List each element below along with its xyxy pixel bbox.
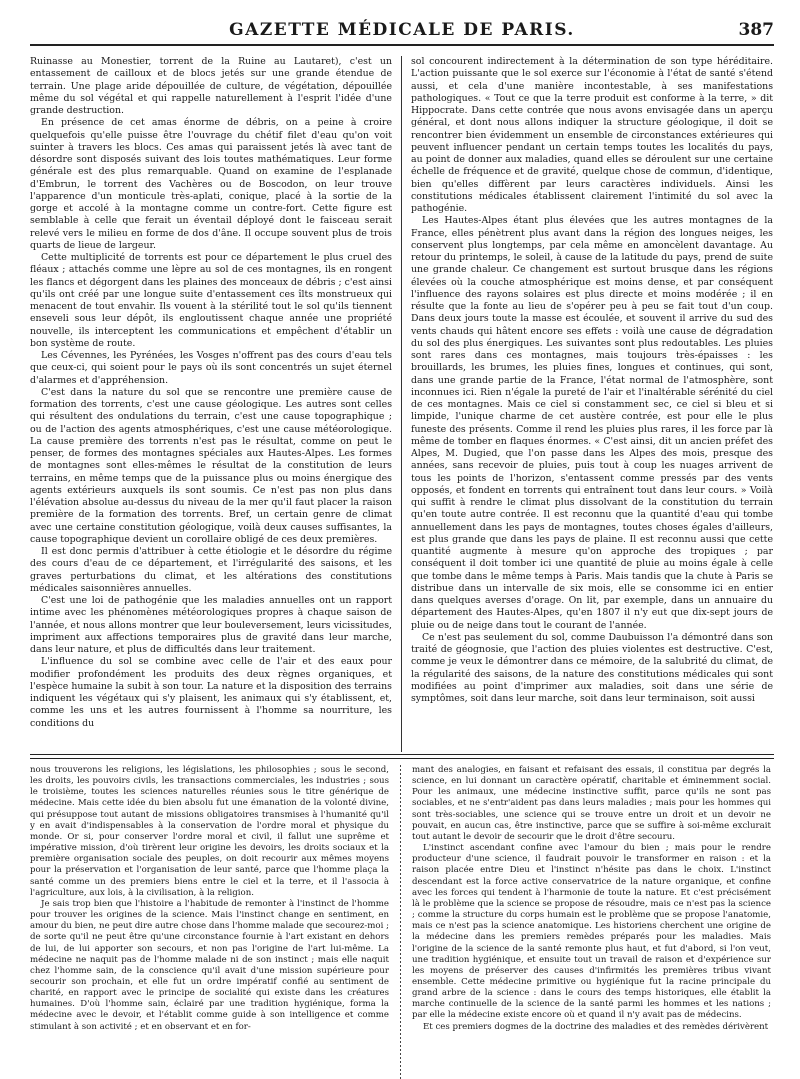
paragraph: Ce n'est pas seulement du sol, comme Daubuisson l'a démontré dans son traité de géognosie, que l'action des pluies violentes est destructive. C'est, comme je veux le démontrer dans ce mémoire, de la salubrité du climat, de la régularité des saisons, de la nature des constitutions médicales qui sont modifiées au point d'imprimer aux maladies, soit dans une série de symptômes, soit dans leur marche, soit dans leur terminaison, soit aussi: [411, 631, 773, 704]
section-separator: [30, 754, 774, 759]
paragraph: Les Hautes-Alpes étant plus élevées que les autres montagnes de la France, elles pénètrent plus avant dans la région des longues neiges, les conservent plus longtemps, par cela même en amoncèlent davantage. Au retour du printemps, le soleil, à cause de la latitude du pays, prend de suite une grande chaleur. Ce changement est surtout brusque dans les régions élevées où la couche atmosphérique est moins dense, et par conséquent l'influence des rayons solaires est plus directe et moins modérée ; il en résulte que la fonte au lieu de s'opérer peu à peu se fait tout d'un coup. Dans deux jours toute la masse est écoulée, et souvent il arrive du sud des vents chauds qui hâtent encore ses effets : voilà une cause de dégradation du sol des plus énergiques. Les suivantes sont plus redoutables. Les pluies sont rares dans ces montagnes, mais toujours très-épaisses : les brouillards, les brumes, les pluies fines, longues et continues, qui sont, dans une grande partie de la France, l'état normal de l'atmosphère, sont inconnues ici. Rien n'égale la pureté de l'air et l'inaltérable sérénité du ciel de ces montagnes. Mais ce ciel si constamment sec, ce ciel si bleu et si limpide, l'unique charme de cet austère contrée, est pour elle le plus funeste des présents. Comme il rend les pluies plus rares, il les force par là même de tomber en flaques énormes. « C'est ainsi, dit un ancien préfet des Alpes, M. Dugied, que l'on passe dans les Alpes des mois, presque des années, sans recevoir de pluies, puis tout à coup les nuages arrivent de tous les points de l'horizon, s'entassent comme pressés par des vents opposés, et fondent en torrents qui entraînent tout dans leur cours. » Voilà qui suffit à rendre le climat plus dissolvant de la constitution du terrain qu'en toute autre contrée. Il est reconnu que la quantité d'eau qui tombe annuellement dans les pays de montagnes, toutes choses égales d'ailleurs, est plus grande que dans les pays de plaine. Il est reconnu aussi que cette quantité augmente à mesure qu'on approche des tropiques ; par conséquent il doit tomber ici une quantité de pluie au moins égale à celle que tombe dans le même temps à Paris. Mais tandis que la chute à Paris se distribue dans un intervalle de six mois, elle se consomme ici en entier dans quelques averses d'orage. On lit, par exemple, dans un annuaire du département des Hautes-Alpes, qu'en 1807 il n'y eut que dix-sept jours de pluie ou de neige dans tout le courant de l'année.: [411, 215, 773, 631]
page-header: [30, 14, 774, 46]
paragraph: Je sais trop bien que l'histoire a l'habitude de remonter à l'instinct de l'homme pour trouver les origines de la science. Mais l'instinct change en sentiment, en amour du bien, ne peut dire autre chose dans l'homme malade que secourez-moi ; de sorte qu'il ne peut être qu'une circonstance fournie à l'art existant en dehors de lui, de lui apporter son secours, et non pas l'origine de l'art lui-même. La médecine ne naquit pas de l'homme malade ni de son instinct ; mais elle naquit chez l'homme sain, de la conscience qu'il avait d'une mission supérieure pour secourir son prochain, et elle fut un ordre impératif confié au sentiment de charité, en rapport avec le principe de socialité qui existe dans les créatures humaines. D'où l'homme sain, éclairé par une tradition hygiénique, forma la médecine avec le devoir, et l'établit comme guide à son intelligence et comme stimulant à son activité ; et en observant et en for-: [30, 898, 389, 1032]
feuilleton-section: [30, 765, 774, 1079]
running-title: GAZETTE MÉDICALE DE PARIS.: [229, 20, 575, 40]
paragraph: Les Cévennes, les Pyrénées, les Vosges n'offrent pas des cours d'eau tels que ceux-ci, qui soient pour le pays où ils sont concentrés un sujet éternel d'alarmes et d'appréhension.: [30, 350, 392, 386]
paragraph: L'influence du sol se combine avec celle de l'air et des eaux pour modifier profondément les produits des deux règnes organiques, et l'espèce humaine la subit à son tour. La nature et la disposition des terrains indiquent les végétaux qui s'y plaisent, les animaux qui s'y établissent, et, comme les uns et les autres fournissent à l'homme sa nourriture, les conditions du: [30, 656, 392, 729]
upper-right-column: [411, 56, 773, 752]
paragraph: C'est une loi de pathogénie que les maladies annuelles ont un rapport intime avec les phénomènes météorologiques propres à chaque saison de l'année, et nous allons montrer que leur bouleversement, leurs vicissitudes, impriment aux affections temporaires plus de gravité dans leur marche, dans leur nature, et plus de difficultés dans leur traitement.: [30, 595, 392, 655]
paragraph: Il est donc permis d'attribuer à cette étiologie et le désordre du régime des cours d'eau de ce département, et l'irrégularité des saisons, et les graves perturbations du climat, et les altérations des constitutions médicales saisonnières annuelles.: [30, 546, 392, 594]
paragraph: L'instinct ascendant confine avec l'amour du bien ; mais pour le rendre producteur d'une science, il faudrait pouvoir le transformer en raison : et la raison placée entre Dieu et l'instinct n'hésite pas dans le choix. L'instinct descendant est la force active conservatrice de la nature organique, et confine avec les forces qui tendent à l'harmonie de toute la nature. Et c'est précisément là le problème que la science se propose de résoudre, mais ce n'est pas la science ; comme la structure du corps humain est le problème que se propose l'anatomie, mais ce n'est pas la science anatomique. Les historiens cherchent une origine de la médecine dans les premiers remèdes préparés pour les maladies. Mais l'origine de la science de la santé remonte plus haut, et fut d'abord, si l'on veut, une tradition hygiénique, et ensuite tout un travail de raison et d'expérience sur les moyens de préserver des causes d'infirmités les premières tribus vivant ensemble. Cette médecine primitive ou hygiénique fut la racine principale du grand arbre de la science : dans le cours des temps historiques, elle établit la marche continuelle de la science de la santé parmi les hommes et les nations ; par elle la médecine existe encore où et quand il n'y avait pas de médecins.: [412, 843, 771, 1021]
paragraph: Ruinasse au Monestier, torrent de la Ruine au Lautaret), c'est un entassement de cailloux et de blocs jetés sur une grande étendue de terrain. Une plage aride dépouillée de culture, de végétation, dépouillée même du sol végétal et qui rappelle naturellement à l'esprit l'idée d'une grande destruction.: [30, 56, 392, 116]
paragraph: sol concourent indirectement à la détermination de son type héréditaire. L'action puissante que le sol exerce sur l'économie à l'état de santé s'étend aussi, et cela d'une manière incontestable, à ses manifestations pathologiques. « Tout ce que la terre produit est conforme à la terre, » dit Hippocrate. Dans cette contrée que nous avons envisagée dans un aperçu général, et dont nous allons indiquer la structure géologique, il doit se rencontrer bien évidemment un ensemble de circonstances extérieures qui peuvent influencer pendant un certain temps toutes les localités du pays, au point de donner aux maladies, quand elles se déroulent sur une certaine échelle de fréquence et de gravité, quelque chose de commun, d'identique, bien qu'elles diffèrent par leurs caractères individuels. Ainsi les constitutions médicales établissent clairement l'intimité du sol avec la pathogénie.: [411, 56, 773, 214]
column-rule: [400, 765, 401, 1079]
paragraph: mant des analogies, en faisant et refaisant des essais, il constitua par degrés la science, en lui donnant un caractère opératif, charitable et éminemment social. Pour les animaux, une médecine instinctive suffit, parce qu'ils ne sont pas sociables, et ne s'entr'aident pas dans leurs maladies ; mais pour les hommes qui sont très-sociables, une science qui se trouve entre un droit et un devoir ne pouvait, en aucun cas, être instinctive, parce que se suffire à soi-même exclurait tout autant le devoir de secourir que le droit d'être secouru.: [412, 765, 771, 842]
paragraph: nous trouverons les religions, les législations, les philosophies ; sous le second, les droits, les pouvoirs civils, les transactions commerciales, les industries ; sous le troisième, toutes les sciences naturelles réunies sous le titre générique de médecine. Mais cette idée du bien absolu fut une émanation de la volonté divine, qui présuppose tout autant de missions obligatoires transmises à l'humanité qu'il y en avait d'indispensables à la conservation de l'ordre moral et physique du monde. Or si, pour conserver l'ordre moral et civil, il fallut une suprême et impérative mission, d'où tirèrent leur origine les devoirs, les droits sociaux et la première organisation sociale des peuples, on doit recourir aux mêmes moyens pour la préservation et l'organisation de leur santé, parce que l'homme plaça la santé comme un des premiers biens entre le ciel et la terre, et il l'associa à l'agriculture, aux lois, à la civilisation, à la religion.: [30, 765, 389, 898]
paragraph: Et ces premiers dogmes de la doctrine des maladies et des remèdes dérivèrent: [423, 1021, 769, 1032]
lower-right-column: [412, 765, 771, 1079]
column-rule: [401, 56, 402, 752]
main-article: [30, 56, 774, 752]
upper-left-column: [30, 56, 392, 752]
paragraph: Cette multiplicité de torrents est pour ce département le plus cruel des fléaux ; attachés comme une lèpre au sol de ces montagnes, ils en rongent les flancs et dégorgent dans les plaines des monceaux de débris ; c'est ainsi qu'ils ont créé par une longue suite d'entassement ces îlts monstrueux qui menacent de tout envahir. Ils vouent à la stérilité tout le sol qu'ils tiennent enseveli sous leur dépôt, ils engloutissent chaque année une propriété nouvelle, ils interceptent les communications et empêchent d'établir un bon système de route.: [30, 252, 392, 349]
lower-left-column: [30, 765, 389, 1079]
paragraph: C'est dans la nature du sol que se rencontre une première cause de formation des torrents, c'est une cause géologique. Les autres sont celles qui résultent des ondulations du terrain, c'est une cause topographique ; ou de l'action des agents atmosphériques, c'est une cause météorologique. La cause première des torrents n'est pas le résultat, comme on peut le penser, de formes des montagnes spéciales aux Hautes-Alpes. Les formes de montagnes sont elles-mêmes le résultat de la constitution de leurs terrains, en même temps que de la puissance plus ou moins énergique des agents extérieurs auxquels ils sont soumis. Ce n'est pas non plus dans l'élévation absolue au-dessus du niveau de la mer qu'il faut placer la raison première de la formation des torrents. Bref, un certain genre de climat avec une certaine constitution géologique, voilà deux causes suffisantes, la cause topographique devient un corollaire obligé de ces deux premières.: [30, 386, 392, 545]
paragraph: En présence de cet amas énorme de débris, on a peine à croire quelquefois qu'elle puisse être l'ouvrage du chétif filet d'eau qu'on voit suinter à travers les blocs. Ces amas qui paraissent jetés là avec tant de désordre sont disposés suivant des lois toutes mathématiques. Leur forme générale est des plus remarquable. Quand on examine de l'esplanade d'Embrun, le torrent des Vachères ou de Boscodon, on leur trouve l'apparence d'un monticule très-aplati, conique, placé à la sortie de la gorge et accolé à la montagne comme un contre-fort. Cette figure est semblable à celle que ferait un éventail déployé dont le faisceau serait relevé vers le milieu en forme de dos d'âne. Il occupe souvent plus de trois quarts de lieue de largeur.: [30, 117, 392, 251]
page-number: 387: [738, 20, 774, 40]
